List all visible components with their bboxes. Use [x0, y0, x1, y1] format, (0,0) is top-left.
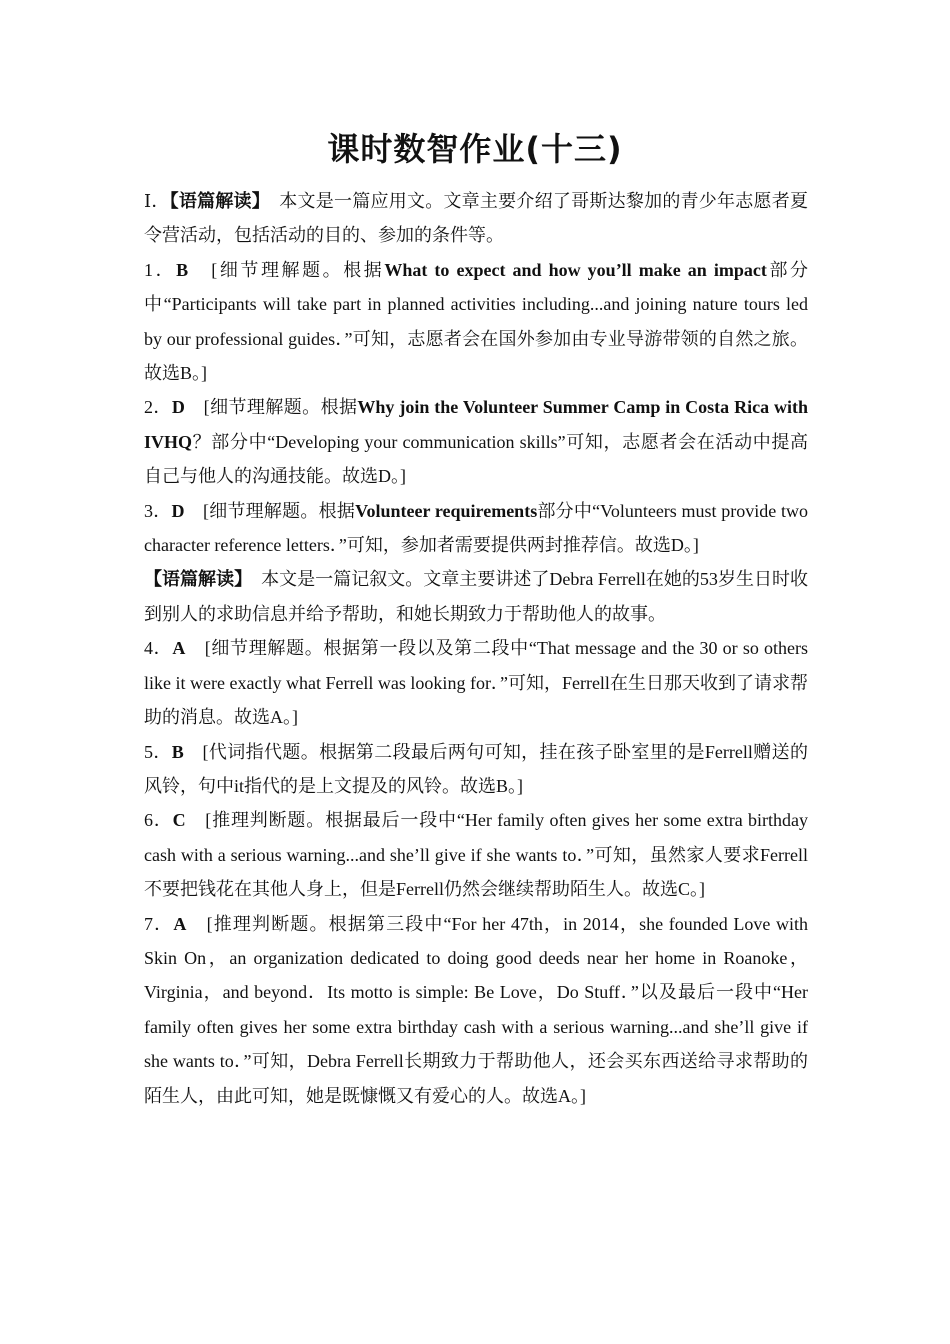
passage-summary-1: Ⅰ．【语篇解读】 本文是一篇应用文。文章主要介绍了哥斯达黎加的青少年志愿者夏令营活动，包括活动的目的、参加的条件等。 [144, 191, 808, 246]
answer-content [144, 184, 808, 1113]
answer-4: 4．A [细节理解题。根据第一段以及第二段中“That message and the 30 or so others like it were exactly what Ferrell was looking for．”可知，Ferrell在生日那天收到了请求帮助的消息。故选A。] [144, 638, 809, 728]
answer-1: 1．B [细节理解题。根据What to expect and how you’ll make an impact部分中“Participants will take part in planned activities including...and joining nature tours led by our professional guides．”可知，志愿者会在国外参加由专业导游带领的自然之旅。故选B。] [144, 259, 809, 384]
page-title: 课时数智作业(十三) [327, 130, 623, 168]
answer-6: 6．C [推理判断题。根据最后一段中“Her family often gives her some extra birthday cash with a serious warning...and she’ll give if she wants to．”可知，虽然家人要求Ferrell不要把钱花在其他人身上，但是Ferrell仍然会继续帮助陌生人。故选C。] [144, 810, 808, 900]
answer-7: 7．A [推理判断题。根据第三段中“For her 47th，in 2014，she founded Love with Skin On，an organization dedicated to doing good deeds near her home in Roanoke，Virginia，and beyond．Its motto is simple: Be Love，Do Stuff．”以及最后一段中“Her family often gives her some extra birthday cash with a serious warning...and she’ll give if she wants to．”可知，Debra Ferrell长期致力于帮助他人，还会买东西送给寻求帮助的陌生人，由此可知，她是既慷慨又有爱心的人。故选A。] [144, 913, 809, 1106]
passage-summary-2: 【语篇解读】 本文是一篇记叙文。文章主要讲述了Debra Ferrell在她的53岁生日时收到别人的求助信息并给予帮助，和她长期致力于帮助他人的故事。 [144, 569, 809, 624]
answer-3: 3．D [细节理解题。根据Volunteer requirements部分中“Volunteers must provide two character reference letters．”可知，参加者需要提供两封推荐信。故选D。] [144, 500, 809, 556]
answer-2: 2．D [细节理解题。根据Why join the Volunteer Summer Camp in Costa Rica with IVHQ？部分中“Developing your communication skills”可知，志愿者会在活动中提高自己与他人的沟通技能。故选D。] [144, 397, 809, 487]
answer-5: 5．B [代词指代题。根据第二段最后两句可知，挂在孩子卧室里的是Ferrell赠送的风铃，句中it指代的是上文提及的风铃。故选B。] [144, 741, 808, 796]
